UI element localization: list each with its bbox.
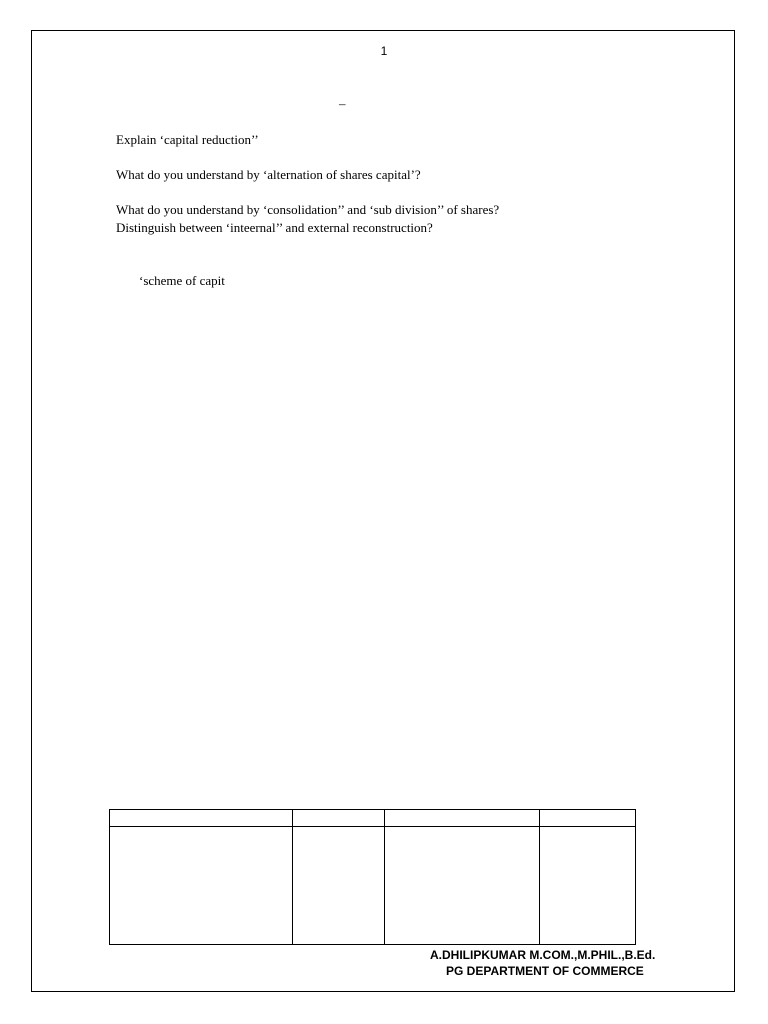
title-dash: –	[339, 96, 346, 111]
table-header-cell	[540, 810, 636, 827]
table-cell	[293, 827, 385, 945]
table-cell	[110, 827, 293, 945]
department-name: PG DEPARTMENT OF COMMERCE	[446, 964, 644, 978]
question-2: What do you understand by ‘alternation of shares capital’?	[116, 167, 421, 182]
table-header-cell	[110, 810, 293, 827]
table-header-cell	[385, 810, 540, 827]
table-header-row	[110, 810, 636, 827]
question-5-fragment: ‘scheme of capit	[139, 273, 225, 288]
question-3: What do you understand by ‘consolidation’’ and ‘sub division’’ of shares?	[116, 202, 500, 217]
question-1: Explain ‘capital reduction’’	[116, 132, 259, 147]
author-name: A.DHILIPKUMAR M.COM.,M.PHIL.,B.Ed.	[430, 948, 656, 962]
table-header-cell	[293, 810, 385, 827]
question-4: Distinguish between ‘inteernal’’ and external reconstruction?	[116, 220, 433, 235]
table-cell	[540, 827, 636, 945]
empty-table	[109, 809, 636, 945]
table-row	[110, 827, 636, 945]
table-cell	[385, 827, 540, 945]
page-number: 1	[380, 44, 388, 58]
